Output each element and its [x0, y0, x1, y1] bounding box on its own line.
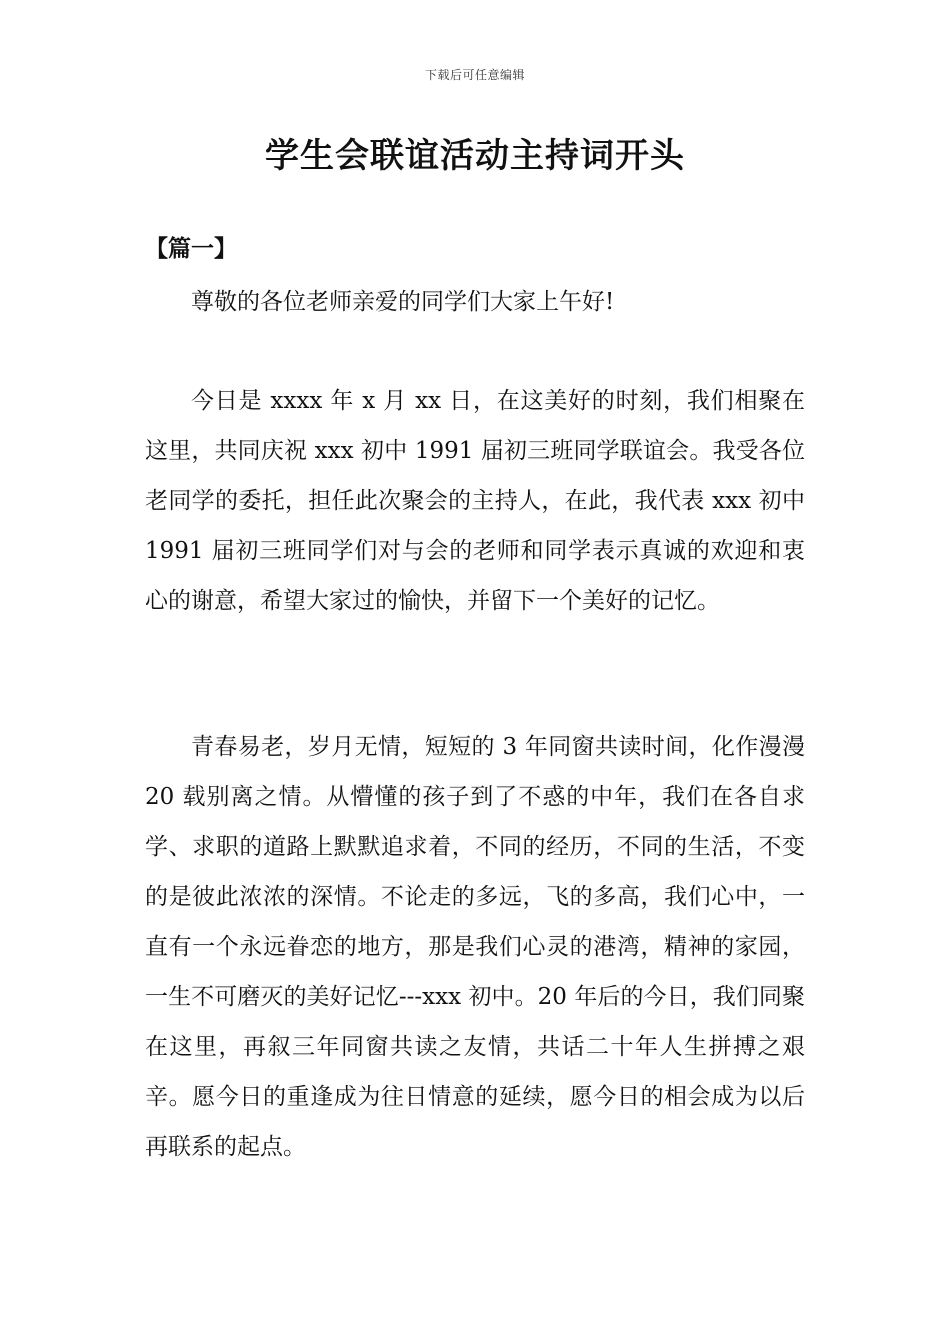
section-label: 【篇一】	[145, 235, 237, 262]
document-title: 学生会联谊活动主持词开头	[265, 136, 685, 176]
body-paragraph: 今日是 xxxx 年 x 月 xx 日，在这美好的时刻，我们相聚在这里，共同庆祝 xxx 初中 1991 届初三班同学联谊会。我受各位老同学的委托，担任此次聚会的主持人，在此，我代表 xxx 初中 1991 届初三班同学们对与会的老师和同学表示真诚的欢迎和衷心的谢意，希望大家过的愉快，并留下一个美好的记忆。	[145, 388, 805, 614]
header-note: 下载后可任意编辑	[424, 68, 525, 82]
body-paragraph: 青春易老，岁月无情，短短的 3 年同窗共读时间，化作漫漫 20 载别离之情。从懵懂的孩子到了不惑的中年，我们在各自求学、求职的道路上默默追求着，不同的经历，不同的生活，不变的是彼此浓浓的深情。不论走的多远，飞的多高，我们心中，一直有一个永远眷恋的地方，那是我们心灵的港湾，精神的家园，一生不可磨灭的美好记忆---xxx 初中。20 年后的今日，我们同聚在这里，再叙三年同窗共读之友情，共话二十年人生拼搏之艰辛。愿今日的重逢成为往日情意的延续，愿今日的相会成为以后再联系的起点。	[145, 734, 805, 1160]
greeting-paragraph: 尊敬的各位老师亲爱的同学们大家上午好!	[191, 289, 615, 315]
